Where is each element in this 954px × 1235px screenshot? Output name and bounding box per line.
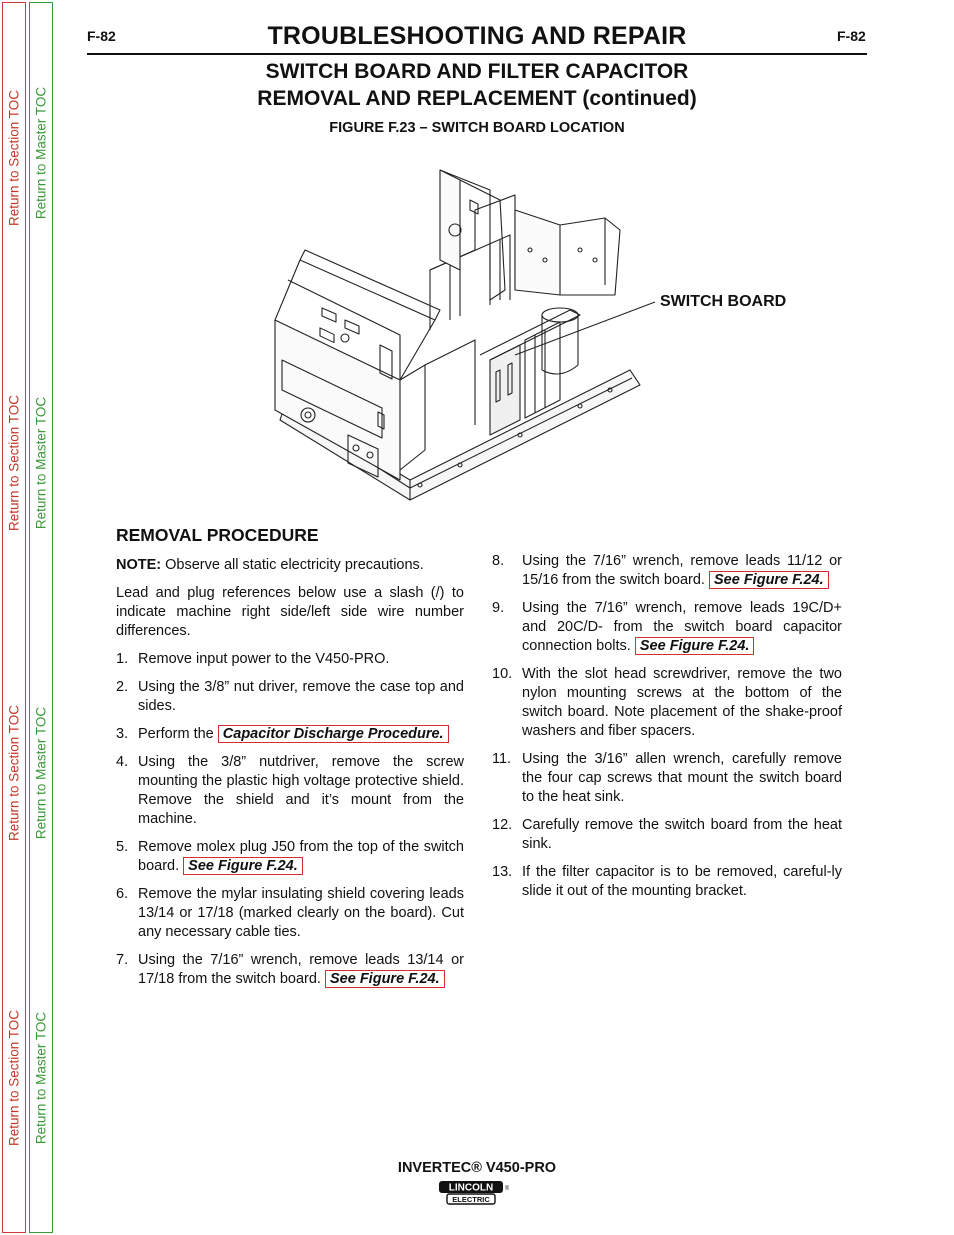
step-number: 1. [116,651,129,667]
figure-caption: FIGURE F.23 – SWITCH BOARD LOCATION [329,120,625,136]
step-text: Using the 7/16” wrench, remove leads 19C/D+ and 20C/D- from the switch board capacitor connection bolts. [522,600,842,654]
page-number-left: F-82 [87,28,116,44]
step-text: If the filter capacitor is to be removed, careful-ly slide it out of the mounting bracket. [522,864,842,899]
removal-procedure-heading: REMOVAL PROCEDURE [116,525,319,545]
step-text-wrap [522,552,842,590]
step-9 [492,599,842,656]
master-toc-link-3[interactable]: Return to Master TOC [33,706,49,840]
step-text: Remove the mylar insulating shield covering leads 13/14 or 17/18 (marked clearly on the board). Cut any necessary cable ties. [138,886,464,940]
see-figure-f24-link[interactable]: See Figure F.24. [709,571,829,589]
step-text-wrap [138,838,464,876]
step-7 [116,951,464,989]
subtitle-line-1: SWITCH BOARD AND FILTER CAPACITOR [265,60,689,83]
step-text-wrap [138,725,464,744]
section-toc-link-4[interactable]: Return to Section TOC [6,1009,22,1147]
step-number: 12. [492,817,513,833]
step-number: 4. [116,754,129,770]
section-toc-link-2[interactable]: Return to Section TOC [6,394,22,532]
master-toc-link-2[interactable]: Return to Master TOC [33,396,49,530]
step-number: 8. [492,553,505,569]
step-number: 3. [116,726,129,742]
step-number: 2. [116,679,129,695]
step-13 [492,863,842,901]
step-number: 11. [492,751,512,767]
step-11 [492,750,842,807]
see-figure-f24-link[interactable]: See Figure F.24. [325,970,445,988]
see-figure-f24-link[interactable]: See Figure F.24. [183,857,303,875]
step-number: 7. [116,952,129,968]
step-text: Using the 7/16” wrench, remove leads 13/14 or 17/18 from the switch board. [138,952,464,987]
master-toc-bar [29,2,53,1233]
section-toc-link-1[interactable]: Return to Section TOC [6,89,22,227]
step-text-wrap [522,599,842,656]
switch-board-callout: SWITCH BOARD [660,293,787,310]
logo-bottom-text: ELECTRIC [452,1195,490,1204]
step-2 [116,678,464,716]
master-toc-link-4[interactable]: Return to Master TOC [33,1011,49,1145]
intro-paragraph: Lead and plug references below use a slash (/) to indicate machine right side/left side wire number differences. [116,585,464,639]
capacitor-discharge-link[interactable]: Capacitor Discharge Procedure. [218,725,449,743]
switch-board-location-drawing [260,150,660,520]
title-rule [87,53,867,55]
step-number: 9. [492,600,505,616]
left-column [116,556,464,998]
step-1 [116,650,464,669]
step-text: Perform the [138,726,214,742]
see-figure-f24-link[interactable]: See Figure F.24. [635,637,755,655]
step-text-wrap [138,951,464,989]
step-text: Using the 3/16” allen wrench, carefully remove the four cap screws that mount the switch board to the heat sink. [522,751,842,805]
step-text: Using the 3/8” nutdriver, remove the screw mounting the plastic high voltage protective shield. Remove the shield and it’s mount from the machine. [138,754,464,827]
page-number-right: F-82 [837,28,866,44]
step-number: 6. [116,886,129,902]
step-5 [116,838,464,876]
note-label: NOTE: [116,557,162,573]
section-toc-link-3[interactable]: Return to Section TOC [6,704,22,842]
note-paragraph [116,556,464,575]
page-title: TROUBLESHOOTING AND REPAIR [267,22,687,50]
step-text: With the slot head screwdriver, remove the two nylon mounting screws at the bottom of the switch board. Note placement of the shake-proof washers and fiber spacers. [522,666,842,739]
step-number: 10. [492,666,513,682]
step-text: Using the 3/8” nut driver, remove the case top and sides. [138,679,464,714]
footer-model-name: INVERTEC® V450-PRO [397,1160,557,1176]
subtitle-line-2: REMOVAL AND REPLACEMENT (continued) [257,87,697,110]
master-toc-link-1[interactable]: Return to Master TOC [33,86,49,220]
step-8 [492,552,842,590]
logo-top-text: LINCOLN [448,1182,494,1194]
step-number: 13. [492,864,513,880]
logo-registered-mark: ® [504,1186,510,1192]
right-column [492,552,842,910]
step-text: Using the 7/16” wrench, remove leads 11/12 or 15/16 from the switch board. [522,553,842,588]
step-12 [492,816,842,854]
step-3 [116,725,464,744]
step-4 [116,753,464,829]
note-text: Observe all static electricity precautions. [161,557,424,573]
step-6 [116,885,464,942]
step-text: Carefully remove the switch board from the heat sink. [522,817,842,852]
step-10 [492,665,842,741]
step-text: Remove molex plug J50 from the top of the switch board. [138,839,464,874]
section-toc-bar [2,2,26,1233]
step-text: Remove input power to the V450-PRO. [138,651,390,667]
step-number: 5. [116,839,129,855]
lincoln-electric-logo [438,1180,510,1206]
